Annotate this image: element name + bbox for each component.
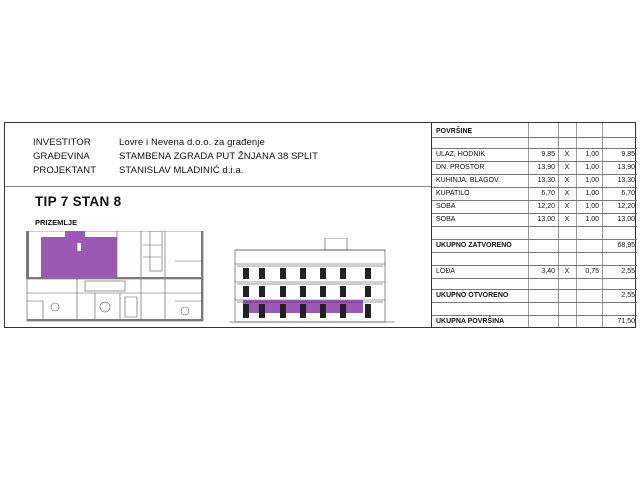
room-factor: 1,00 [585,216,599,223]
room-area: 13,90 [537,164,555,171]
header-row-investitor [5,137,425,151]
room-total: 13,00 [617,216,635,223]
grand-total-label: UKUPNA POVRŠINA [436,318,505,325]
unit-title: TIP 7 STAN 8 [35,194,122,209]
room-op: X [564,151,570,158]
loggia-name: LOĐA [436,268,456,275]
room-name: DN. PROSTOR [436,164,485,171]
header-label: GRAĐEVINA [33,151,90,162]
room-area: 13,30 [537,177,555,184]
apartment-highlight [41,231,117,277]
room-factor: 1,00 [585,203,599,210]
room-op: X [564,203,570,210]
grid-line [432,200,637,201]
room-total: 12,20 [617,203,635,210]
open-total-value: 2,55 [621,292,635,299]
facade-elevation-drawing [225,238,405,323]
room-area: 6,70 [541,190,555,197]
divider [5,186,431,187]
grid-line [432,148,637,149]
grid-line [432,278,637,279]
table-heading: POVRŠINE [436,128,473,135]
grid-line [432,161,637,162]
floor-label: PRIZEMLJE [35,218,78,227]
room-op: X [564,164,570,171]
closed-total-value: 68,95 [617,242,635,249]
loggia-op: X [564,268,570,275]
grid-line [432,213,637,214]
room-op: X [564,216,570,223]
project-sheet [4,122,636,328]
header-label: PROJEKTANT [33,165,97,176]
grid-line [432,187,637,188]
room-factor: 1,00 [585,190,599,197]
grid-line [432,226,637,227]
room-area: 13,00 [537,216,555,223]
room-total: 13,90 [617,164,635,171]
room-factor: 1,00 [585,164,599,171]
header-value: Lovre i Nevena d.o.o. za građenje [119,137,265,148]
room-name: KUPATILO [436,190,470,197]
header-row-gradevina [5,151,425,165]
room-name: SOBA [436,216,456,223]
room-op: X [564,190,570,197]
room-name: KUHINJA, BLAGOV. [436,177,500,184]
loggia-factor: 0,75 [585,268,599,275]
grid-line [432,174,637,175]
room-factor: 1,00 [585,151,599,158]
room-total: 6,70 [621,190,635,197]
room-name: SOBA [436,203,456,210]
grid-line [432,289,637,290]
header-label: INVESTITOR [33,137,91,148]
grid-line [432,137,637,138]
room-op: X [564,177,570,184]
grand-total-value: 71,50 [617,318,635,325]
area-table [432,123,637,327]
header-value: STANISLAV MLADINIĆ d.i.a. [119,165,244,176]
loggia-area: 3,40 [541,268,555,275]
room-factor: 1,00 [585,177,599,184]
loggia-total: 2,55 [621,268,635,275]
room-name: ULAZ, HODNIK [436,151,486,158]
room-total: 13,30 [617,177,635,184]
grid-line [432,265,637,266]
header-row-projektant [5,165,425,179]
grid-line [432,302,637,303]
grid-line [432,252,637,253]
room-total: 9,85 [621,151,635,158]
room-area: 9,85 [541,151,555,158]
room-area: 12,20 [537,203,555,210]
floor-plan-drawing [25,231,205,323]
header-value: STAMBENA ZGRADA PUT ŽNJANA 38 SPLIT [119,151,319,162]
grid-line [432,315,637,316]
open-total-label: UKUPNO OTVORENO [436,292,509,299]
grid-line [432,239,637,240]
closed-total-label: UKUPNO ZATVORENO [436,242,512,249]
